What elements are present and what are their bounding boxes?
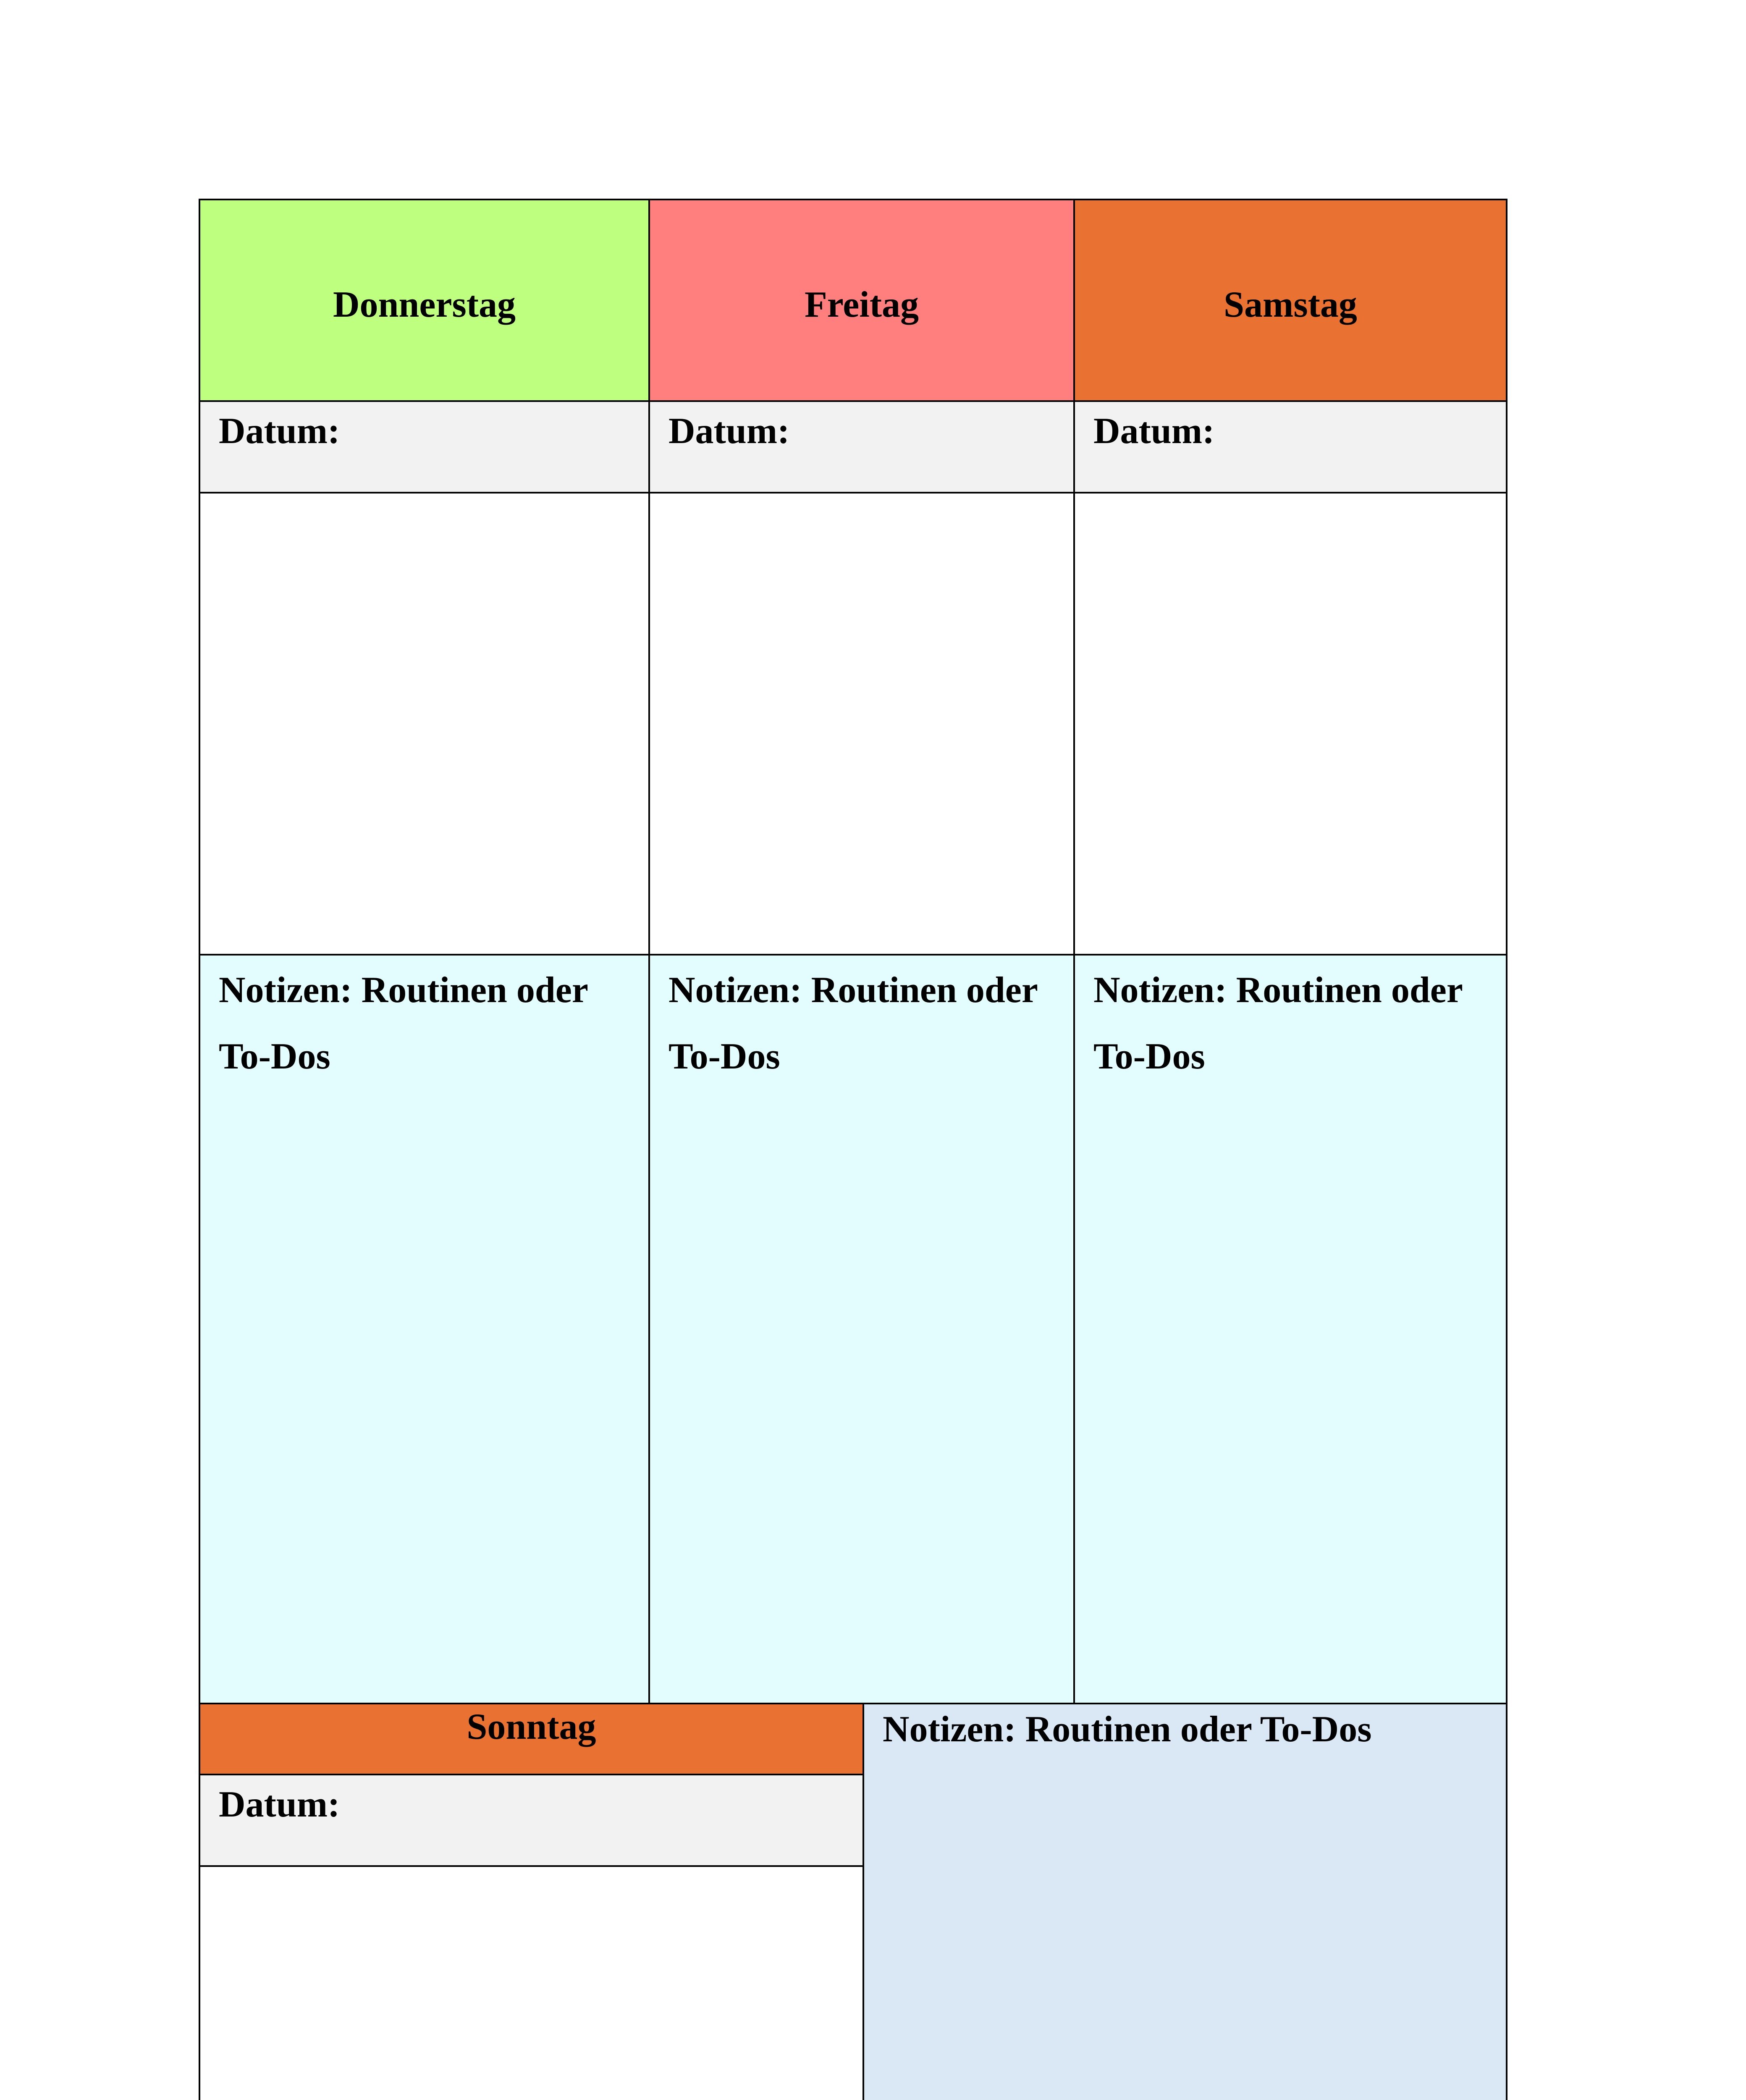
datum-sonntag[interactable] [199, 1774, 864, 1867]
notes-label: Notizen: Routinen oder To-Dos [669, 970, 1038, 1077]
datum-label: Datum: [219, 1784, 340, 1825]
notes-label: Notizen: Routinen oder To-Dos [1093, 970, 1463, 1077]
datum-label: Datum: [669, 411, 790, 452]
notes-label: Notizen: Routinen oder To-Dos [883, 1709, 1372, 1750]
day-title: Donnerstag [333, 284, 516, 325]
datum-freitag[interactable] [648, 400, 1075, 494]
datum-samstag[interactable] [1073, 400, 1507, 494]
datum-label: Datum: [219, 411, 340, 452]
entry-area-sonntag[interactable] [199, 1865, 864, 2100]
notes-bottom[interactable] [863, 1703, 1507, 2100]
day-title: Freitag [804, 284, 919, 325]
day-title: Sonntag [467, 1706, 596, 1747]
entry-area-samstag[interactable] [1073, 492, 1507, 956]
notes-samstag[interactable] [1073, 954, 1507, 1704]
header-samstag [1073, 199, 1507, 402]
header-sonntag [199, 1703, 864, 1775]
day-title: Samstag [1224, 284, 1357, 325]
datum-donnerstag[interactable] [199, 400, 650, 494]
entry-area-donnerstag[interactable] [199, 492, 650, 956]
notes-label: Notizen: Routinen oder To-Dos [219, 970, 588, 1077]
datum-label: Datum: [1093, 411, 1215, 452]
header-freitag [648, 199, 1075, 402]
entry-area-freitag[interactable] [648, 492, 1075, 956]
notes-donnerstag[interactable] [199, 954, 650, 1704]
header-donnerstag [199, 199, 650, 402]
notes-freitag[interactable] [648, 954, 1075, 1704]
